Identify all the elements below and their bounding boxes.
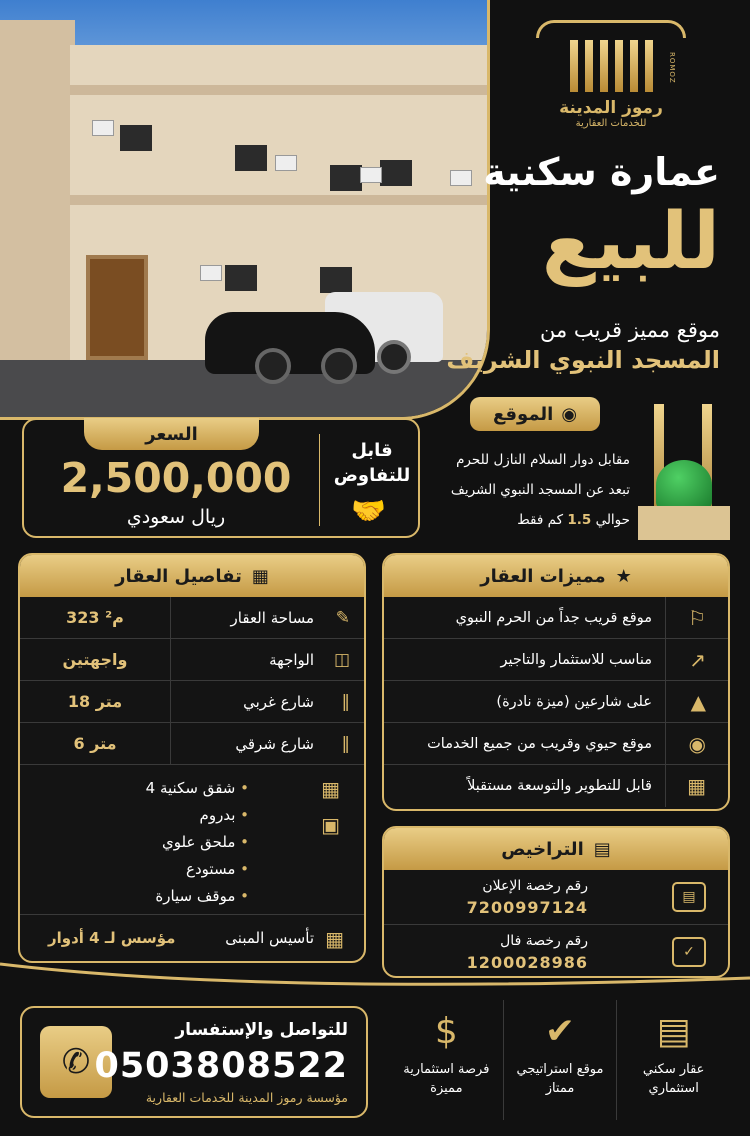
location-line-3: حوالي 1.5 كم فقط xyxy=(517,512,630,528)
brand-name: رموز المدينة xyxy=(559,98,663,118)
mosque-illustration xyxy=(638,390,730,540)
document-icon: ▤ xyxy=(656,1011,691,1052)
brand-logo xyxy=(536,20,686,140)
phone-icon[interactable]: ✆ xyxy=(40,1026,112,1098)
detail-row: ‖ شارع غربي 18 متر xyxy=(20,681,364,723)
price-currency: ريال سعودي xyxy=(126,506,226,528)
coin-hand-icon: $ xyxy=(434,1011,458,1052)
details-title: تفاصيل العقار xyxy=(115,565,242,587)
headline-for-sale: للبيع xyxy=(541,197,720,287)
gold-wave-divider xyxy=(0,958,750,998)
star-icon: ★ xyxy=(615,565,632,587)
certificate-icon: ✓ xyxy=(672,937,706,967)
list-item: 4 شقق سكنية • xyxy=(146,775,249,802)
price-label: السعر xyxy=(84,418,259,450)
contact-org: مؤسسة رموز المدينة للخدمات العقارية xyxy=(145,1090,348,1105)
licenses-header xyxy=(384,828,728,870)
features-header xyxy=(384,555,728,597)
features-title: مميزات العقار xyxy=(480,565,606,587)
building-icon: ▦ xyxy=(251,565,269,587)
details-header xyxy=(20,555,364,597)
handshake-icon: 🤝 xyxy=(351,494,386,527)
units-list xyxy=(20,765,364,915)
contact-title: للتواصل والإستفسار xyxy=(175,1020,348,1040)
price-value: 2,500,000 xyxy=(60,454,292,502)
price-box xyxy=(22,418,420,538)
headline-building: عمارة سكنية xyxy=(483,150,720,194)
id-card-icon: ▤ xyxy=(672,882,706,912)
foundation-row: ▦ تأسيس المبنى مؤسس لـ 4 أدوار xyxy=(48,927,344,951)
perk-item: $ فرصة استثمارية مميزة xyxy=(390,1000,503,1120)
perk-item: ✔ موقع استراتيجي ممتاز xyxy=(503,1000,617,1120)
list-item: بدروم • xyxy=(146,802,249,829)
headline-location-note: موقع مميز قريب من xyxy=(540,318,720,342)
location-line-1: مقابل دوار السلام النازل للحرم xyxy=(456,452,630,468)
features-panel xyxy=(382,553,730,811)
location-pill xyxy=(470,397,600,431)
contact-phone[interactable]: 0503808522 xyxy=(94,1046,348,1086)
city-icon: ▦ xyxy=(325,927,344,951)
clipboard-icon: ▤ xyxy=(593,838,611,860)
brand-tag: ROMOZ xyxy=(668,52,676,84)
detail-row: ◫ الواجهة واجهتين xyxy=(20,639,364,681)
mosque-icon: ⚐ xyxy=(688,605,706,630)
building-photo xyxy=(0,0,490,420)
buildings-icon: ▦ xyxy=(687,774,706,798)
building-door xyxy=(86,255,148,360)
floorplan-icon: ◫ xyxy=(333,649,350,670)
headline-mosque: المسجد النبوي الشريف xyxy=(446,346,720,374)
apartment-icon: ▦ xyxy=(321,777,340,801)
feature-row: ▦ قابل للتطوير والتوسعة مستقبلاً xyxy=(384,765,728,807)
feature-row: ▲ على شارعين (ميزة نادرة) xyxy=(384,681,728,723)
licenses-panel xyxy=(382,826,730,978)
list-item: موقف سيارة • xyxy=(146,883,249,910)
car-icon: ▣ xyxy=(321,813,340,837)
feature-row: ↗ مناسب للاستثمار والتاجير xyxy=(384,639,728,681)
road-icon: ‖ xyxy=(341,733,350,754)
growth-chart-icon: ↗ xyxy=(689,647,706,672)
location-line-2: تبعد عن المسجد النبوي الشريف xyxy=(450,482,630,498)
neighbor-building xyxy=(0,20,75,360)
detail-row: ✎ مساحة العقار 323 م² xyxy=(20,597,364,639)
location-pin-icon: ◉ xyxy=(688,731,706,756)
badge-icon: ✔ xyxy=(544,1011,576,1052)
negotiable-label: قابل للتفاوض xyxy=(333,440,411,486)
location-title: الموقع xyxy=(492,403,554,425)
contact-box xyxy=(20,1006,368,1118)
perks-row xyxy=(390,1000,730,1120)
road-icon: ▲ xyxy=(690,689,706,714)
location-pin-icon: ◉ xyxy=(561,403,578,425)
detail-row: ‖ شارع شرقي 6 متر xyxy=(20,723,364,765)
perk-item: ▤ عقار سكني استثماري xyxy=(616,1000,730,1120)
feature-row: ◉ موقع حيوي وقريب من جميع الخدمات xyxy=(384,723,728,765)
licenses-title: التراخيص xyxy=(501,838,584,860)
license-row: ✓ رقم رخصة فال 1200028986 xyxy=(384,925,728,978)
road-icon: ‖ xyxy=(341,691,350,712)
black-sedan xyxy=(205,312,375,374)
feature-row: ⚐ موقع قريب جداً من الحرم النبوي xyxy=(384,597,728,639)
list-item: مستودع • xyxy=(146,856,249,883)
brand-subtitle: للخدمات العقارية xyxy=(575,118,647,129)
details-panel xyxy=(18,553,366,963)
list-item: ملحق علوي • xyxy=(146,829,249,856)
ruler-icon: ✎ xyxy=(335,607,350,628)
license-row: ▤ رقم رخصة الإعلان 7200997124 xyxy=(384,870,728,925)
